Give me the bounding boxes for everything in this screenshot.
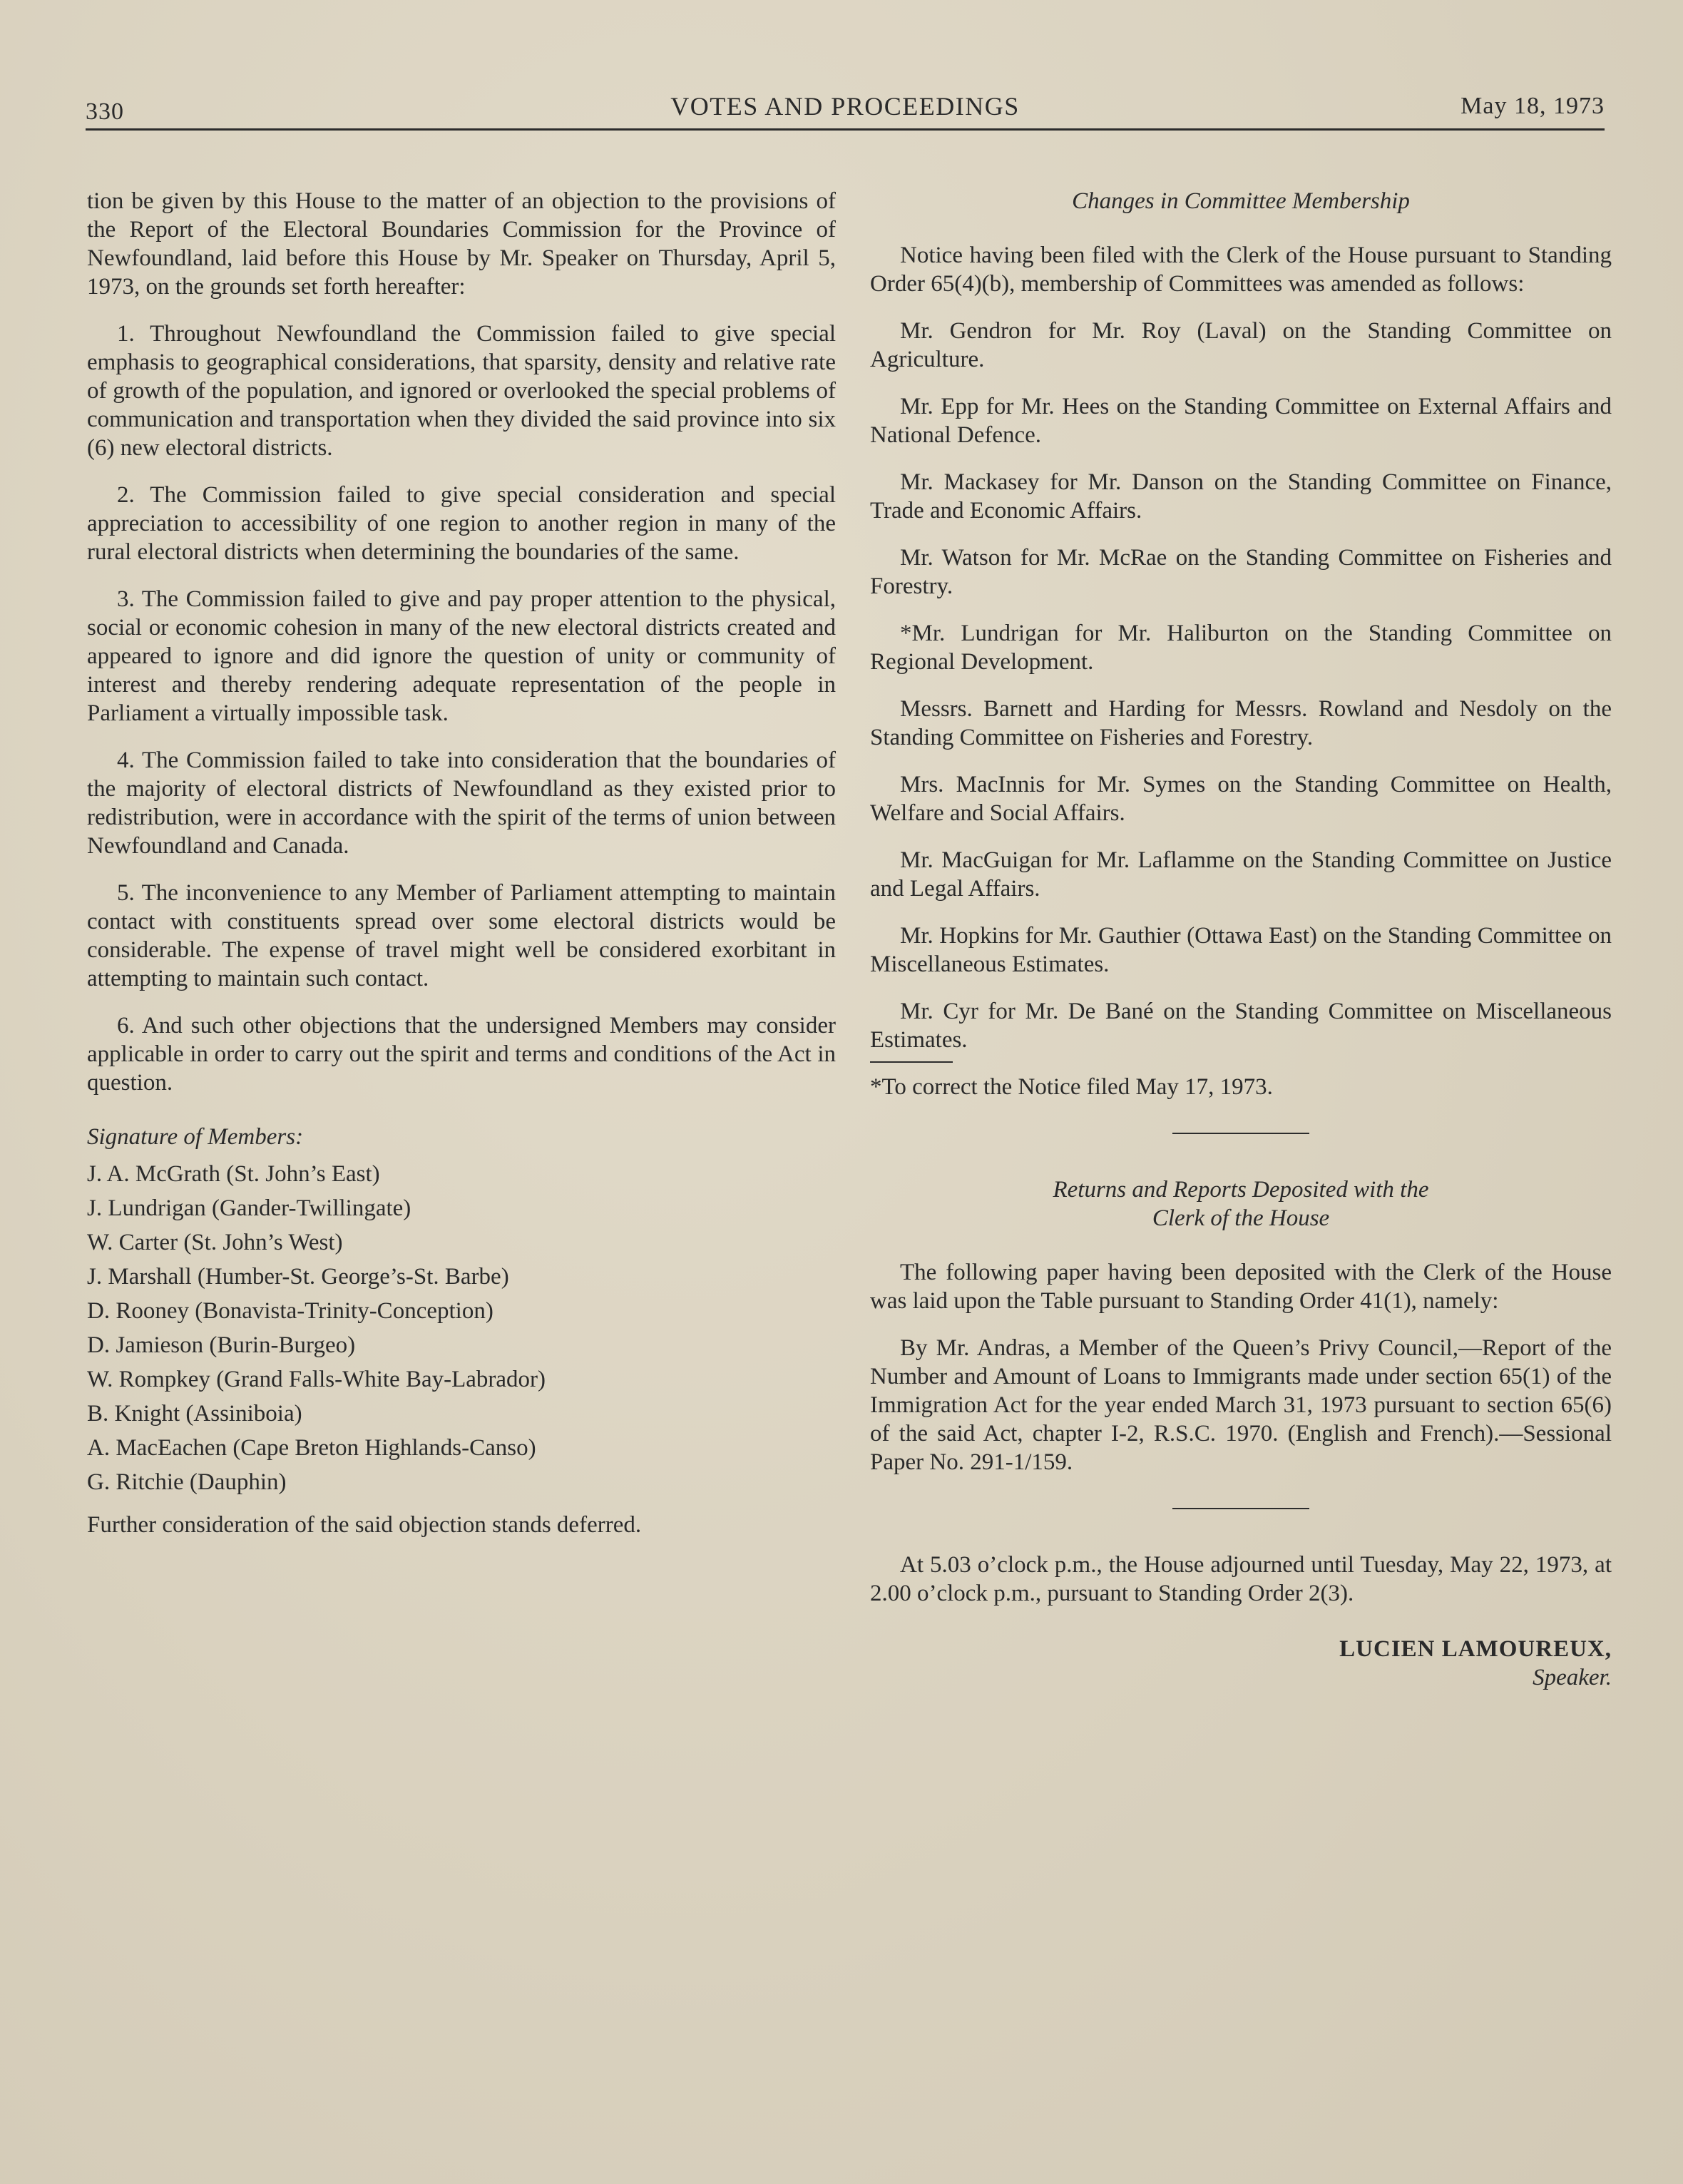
left-column [87,187,836,1558]
objection-item-4: 4. The Commission failed to take into consideration that the boundaries of the majority of electoral districts of Newfoundland as they existed prior to redistribution, were in accordance with the spirit of the terms of union between Newfoundland and Canada. [87,747,836,859]
signature-list [87,1160,836,1496]
objection-item-1: 1. Throughout Newfoundland the Commission failed to give special emphasis to geographical considerations, that sparsity, density and relative rate of growth of the population, and ignored or overlooked the special problems of communication and transportation when they divided the said province into six (6) new electoral districts. [87,321,836,461]
page-number: 330 [86,98,124,125]
adjournment-note: At 5.03 o’clock p.m., the House adjourned until Tuesday, May 22, 1973, at 2.00 o’clock p.m., pursuant to Standing Order 2(3). [870,1552,1612,1606]
signature-item: J. Marshall (Humber-St. George’s-St. Barbe) [87,1264,509,1290]
objection-item-6: 6. And such other objections that the undersigned Members may consider applicable in order to carry out the spirit and terms and conditions of the Act in question. [87,1013,836,1096]
committee-change: Mr. Watson for Mr. McRae on the Standing Committee on Fisheries and Forestry. [870,545,1612,599]
footnote: *To correct the Notice filed May 17, 1973. [870,1074,1273,1100]
section-divider [1172,1133,1309,1134]
committee-intro: Notice having been filed with the Clerk of the House pursuant to Standing Order 65(4)(b), membership of Committees was amended as follows: [870,243,1612,297]
returns-heading-line-1: Returns and Reports Deposited with the [1053,1177,1429,1203]
returns-item: By Mr. Andras, a Member of the Queen’s Privy Council,—Report of the Number and Amount of Loans to Immigrants made under section 65(1) of the Immigration Act for the year ended March 31, 1973 pursuant to section 65(6) of the said Act, chapter I-2, R.S.C. 1970. (English and French).—Sessional Paper No. 291-1/159. [870,1335,1612,1475]
footnote-rule [870,1061,953,1063]
returns-heading [870,1175,1612,1233]
committee-change: Mrs. MacInnis for Mr. Symes on the Standing Committee on Health, Welfare and Social Affairs. [870,772,1612,826]
objection-item-5: 5. The inconvenience to any Member of Parliament attempting to maintain contact with constituents spread over some electoral districts would be considerable. The expense of travel might well be considered exorbitant in attempting to maintain such contact. [87,880,836,991]
committee-heading: Changes in Committee Membership [1072,188,1410,214]
section-divider [1172,1508,1309,1509]
signature-item: J. A. McGrath (St. John’s East) [87,1161,380,1187]
returns-heading-line-2: Clerk of the House [1152,1205,1330,1231]
speaker-role: Speaker. [1533,1665,1612,1690]
signatures-heading: Signature of Members: [87,1124,304,1150]
committee-change: Mr. MacGuigan for Mr. Laflamme on the Standing Committee on Justice and Legal Affairs. [870,847,1612,902]
committee-change: Messrs. Barnett and Harding for Messrs. Rowland and Nesdoly on the Standing Committee on Fisheries and Forestry. [870,696,1612,750]
header-rule [86,128,1605,131]
deferral-note: Further consideration of the said objection stands deferred. [87,1512,642,1538]
committee-change: Mr. Cyr for Mr. De Bané on the Standing Committee on Miscellaneous Estimates. [870,999,1612,1053]
committee-change: Mr. Mackasey for Mr. Danson on the Standing Committee on Finance, Trade and Economic Affairs. [870,469,1612,524]
signature-item: D. Jamieson (Burin-Burgeo) [87,1332,356,1358]
objection-intro: tion be given by this House to the matter of an objection to the provisions of the Report of the Electoral Boundaries Commission for the Province of Newfoundland, laid before this House by Mr. Speaker on Thursday, April 5, 1973, on the grounds set forth hereafter: [87,188,836,300]
page-date: May 18, 1973 [1461,93,1605,119]
right-column [870,187,1612,1692]
signature-item: G. Ritchie (Dauphin) [87,1469,287,1495]
committee-change: Mr. Hopkins for Mr. Gauthier (Ottawa East) on the Standing Committee on Miscellaneous Estimates. [870,923,1612,977]
signature-item: A. MacEachen (Cape Breton Highlands-Canso) [87,1435,536,1461]
committee-change: Mr. Epp for Mr. Hees on the Standing Committee on External Affairs and National Defence. [870,394,1612,448]
signature-item: D. Rooney (Bonavista-Trinity-Conception) [87,1298,493,1324]
signature-item: W. Carter (St. John’s West) [87,1230,343,1255]
committee-change: *Mr. Lundrigan for Mr. Haliburton on the Standing Committee on Regional Development. [870,621,1612,675]
committee-change: Mr. Gendron for Mr. Roy (Laval) on the Standing Committee on Agriculture. [870,318,1612,372]
signature-item: W. Rompkey (Grand Falls-White Bay-Labrador) [87,1367,546,1392]
signature-item: J. Lundrigan (Gander-Twillingate) [87,1195,411,1221]
speaker-name: LUCIEN LAMOUREUX, [1339,1636,1612,1662]
page-header [86,91,1605,128]
returns-intro: The following paper having been deposited with the Clerk of the House was laid upon the Table pursuant to Standing Order 41(1), namely: [870,1260,1612,1314]
signature-item: B. Knight (Assiniboia) [87,1401,302,1427]
page-title: VOTES AND PROCEEDINGS [670,92,1020,121]
speaker-signoff [870,1635,1612,1692]
objection-item-2: 2. The Commission failed to give special consideration and special appreciation to accessibility of one region to another region in many of the rural electoral districts when determining the boundaries of the same. [87,482,836,565]
objection-item-3: 3. The Commission failed to give and pay proper attention to the physical, social or economic cohesion in many of the new electoral districts created and appeared to ignore and did ignore the question of unity or community of interest and thereby rendering adequate representation of the people in Parliament a virtually impossible task. [87,586,836,726]
